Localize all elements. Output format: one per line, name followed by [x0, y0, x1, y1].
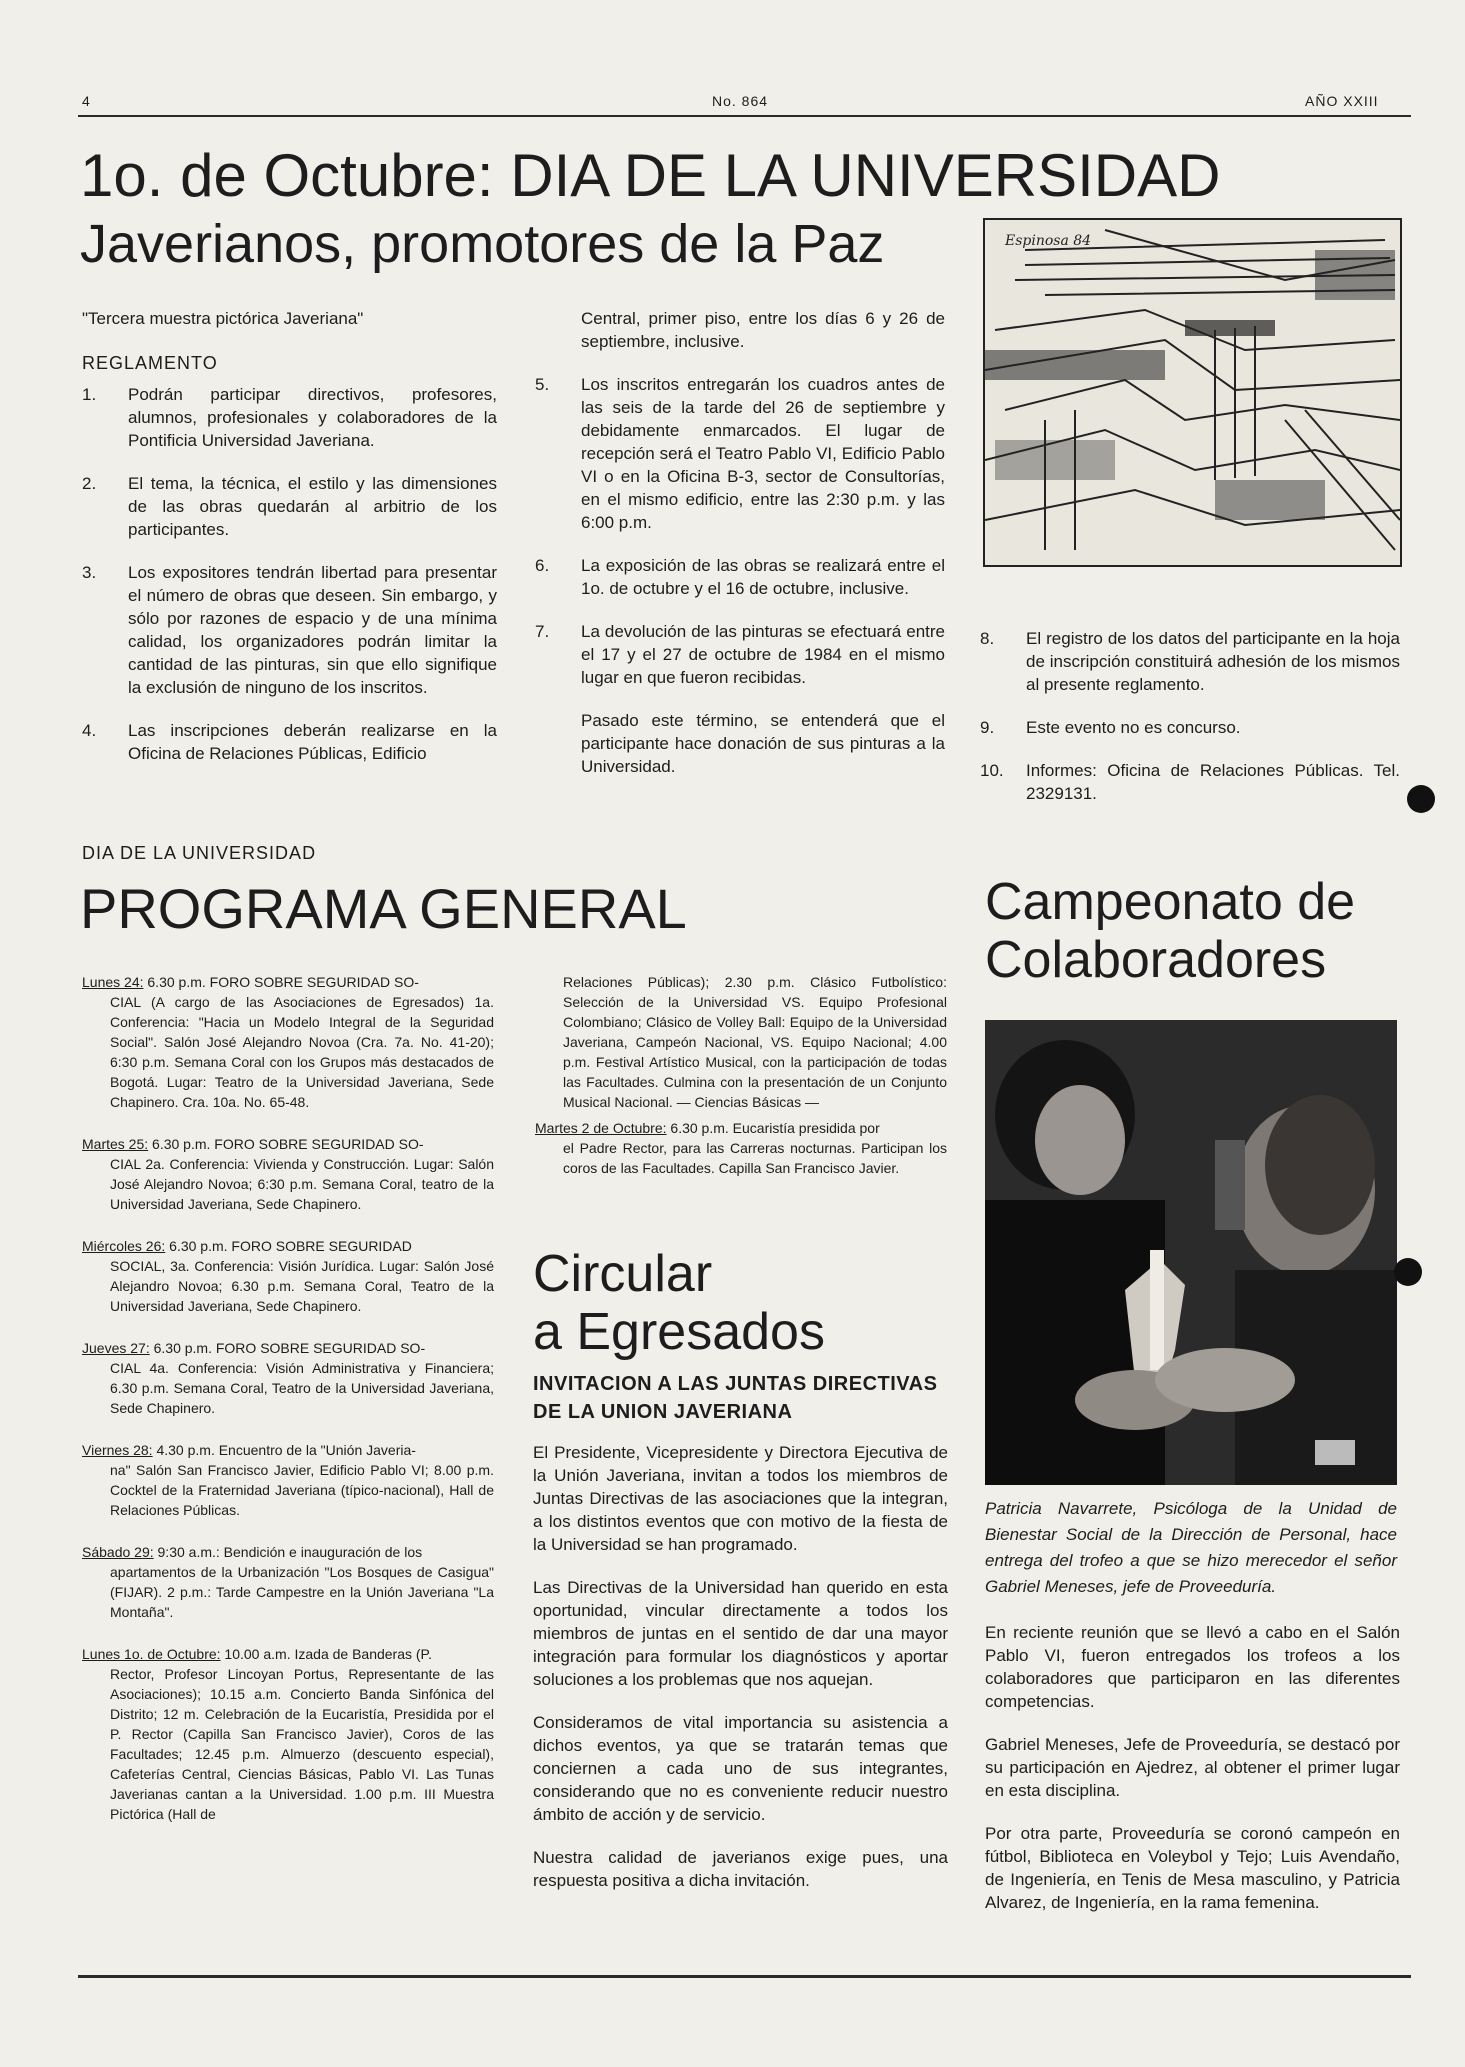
- program-title: PROGRAMA GENERAL: [80, 877, 687, 940]
- program-col-1: [82, 972, 494, 1846]
- exhibition-col-2: [535, 307, 945, 798]
- rule-number: 4.: [82, 721, 97, 740]
- rules-heading: REGLAMENTO: [82, 353, 218, 373]
- program-detail: CIAL 2a. Conferencia: Vivienda y Construcción. Lugar: Salón José Alejandro Novoa; 6:30 p.m. Semana Coral, teatro de la Universidad Javeriana, Sede Chapinero.: [110, 1156, 494, 1212]
- rule-item: [980, 716, 1400, 739]
- program-day: Viernes 28:: [82, 1442, 153, 1458]
- trophy-photo-image: [985, 1020, 1397, 1485]
- photo-caption: Patricia Navarrete, Psicóloga de la Unidad de Bienestar Social de la Dirección de Personal, hace entrega del trofeo a que se hizo merecedor el señor Gabriel Meneses, jefe de Proveeduría.: [985, 1499, 1397, 1596]
- program-entry: [82, 1134, 494, 1214]
- circular-title: Circular a Egresados: [533, 1245, 825, 1361]
- rule-item: [535, 554, 945, 600]
- program-first-line: 6.30 p.m. FORO SOBRE SEGURIDAD: [165, 1238, 412, 1254]
- circular-body: [533, 1441, 948, 1912]
- paragraph: Por otra parte, Proveeduría se coronó campeón en fútbol, Biblioteca en Voleybol y Tejo; Luis Avendaño, de Ingeniería, en Tenis de Mesa masculino, y Patricia Alvarez, de Ingeniería, en la rama femenina.: [985, 1824, 1400, 1912]
- rule-number: 10.: [980, 761, 1004, 780]
- sketch-drawing: [985, 220, 1400, 565]
- program-day: Martes 2 de Octubre:: [535, 1120, 667, 1136]
- program-day: Jueves 27:: [82, 1340, 150, 1356]
- sketch-signature: Espinosa 84: [1005, 233, 1092, 249]
- headline-date: 1o. de Octubre: DIA DE LA UNIVERSIDAD: [80, 142, 1221, 209]
- rules-list-2: [535, 373, 945, 689]
- rule-text: Los expositores tendrán libertad para presentar el número de obras que deseen. Sin embargo, y sólo por razones de espacio y de una mínima calidad, los organizadores podrán limitar la cantidad de las pinturas, sin que ello signifique la exclusión de ninguno de los inscritos.: [128, 563, 497, 697]
- trophy-photo: [985, 1020, 1397, 1485]
- program-day: Martes 25:: [82, 1136, 149, 1152]
- rule-number: 6.: [535, 556, 550, 575]
- rule-4-continued: Central, primer piso, entre los días 6 y 26 de septiembre, inclusive.: [581, 309, 945, 351]
- rules-closing: Pasado este término, se entenderá que el participante hace donación de sus pinturas a la Universidad.: [581, 711, 945, 776]
- rule-item: [535, 620, 945, 689]
- program-entry: [82, 1338, 494, 1418]
- year-label: AÑO XXIII: [1305, 93, 1379, 109]
- exhibition-col-1: [82, 307, 497, 785]
- rule-item: [980, 759, 1400, 805]
- paragraph: Las Directivas de la Universidad han querido en esta oportunidad, vincular directamente a todos los miembros de juntas en el sentido de dar una mayor integración para formular los diagnósticos y aportar soluciones a los problemas que nos aquejan.: [533, 1578, 948, 1689]
- rule-item: [82, 719, 497, 765]
- rule-item: [980, 627, 1400, 696]
- program-first-line: 4.30 p.m. Encuentro de la "Unión Javeria-: [152, 1442, 416, 1458]
- issue-number: No. 864: [712, 93, 769, 109]
- campeonato-title: Campeonato de Colaboradores: [985, 873, 1356, 989]
- rule-text: Podrán participar directivos, profesores, alumnos, profesionales y colaboradores de la Pontificia Universidad Javeriana.: [128, 385, 497, 450]
- program-entry: [82, 1644, 494, 1824]
- rule-text: La devolución de las pinturas se efectuará entre el 17 y el 27 de octubre de 1984 en el mismo lugar en que fueron recibidas.: [581, 622, 945, 687]
- rule-text: El tema, la técnica, el estilo y las dimensiones de las obras quedarán al arbitrio de los participantes.: [128, 474, 497, 539]
- rule-item: [535, 373, 945, 534]
- program-detail: CIAL 4a. Conferencia: Visión Administrativa y Financiera; 6.30 p.m. Semana Coral, Teatro de la Universidad Javeriana, Sede Chapinero.: [110, 1360, 494, 1416]
- headline-main: Javerianos, promotores de la Paz: [80, 214, 885, 274]
- header-rule: [78, 115, 1411, 117]
- rule-item: [82, 472, 497, 541]
- rule-item: [82, 561, 497, 699]
- paragraph: En reciente reunión que se llevó a cabo en el Salón Pablo VI, fueron entregados los trofeos a los colaboradores que participaron en las diferentes competencias.: [985, 1623, 1400, 1711]
- rule-number: 1.: [82, 385, 97, 404]
- rule-number: 3.: [82, 563, 97, 582]
- rule-text: El registro de los datos del participante en la hoja de inscripción constituirá adhesión de los mismos al presente reglamento.: [1026, 629, 1400, 694]
- sketch-illustration: [983, 218, 1402, 567]
- rule-number: 8.: [980, 629, 995, 648]
- program-entry-martes-2: Martes 2 de Octubre: 6.30 p.m. Eucaristía presidida por el Padre Rector, para las Carreras nocturnas. Participan los coros de las Facultades. Capilla San Francisco Javier.: [535, 1120, 947, 1176]
- program-kicker: DIA DE LA UNIVERSIDAD: [82, 843, 317, 863]
- rules-list-1: [82, 383, 497, 765]
- paragraph: El Presidente, Vicepresidente y Directora Ejecutiva de la Unión Javeriana, invitan a todos los miembros de Juntas Directivas de las asociaciones que la integran, a los distintos eventos que con motivo de la fiesta de la Universidad se han programado.: [533, 1443, 948, 1554]
- program-day: Lunes 24:: [82, 974, 144, 990]
- program-detail: na" Salón San Francisco Javier, Edificio Pablo VI; 8.00 p.m. Cocktel de la Fraternidad Javeriana (típico-nacional), Hall de Relaciones Públicas.: [110, 1462, 494, 1518]
- program-entry: [82, 1236, 494, 1316]
- paragraph: Gabriel Meneses, Jefe de Proveeduría, se destacó por su participación en Ajedrez, al obtener el primer lugar en esta disciplina.: [985, 1735, 1400, 1800]
- footer-rule: [78, 1975, 1411, 1978]
- paragraph: Consideramos de vital importancia su asistencia a dichos eventos, ya que se tratarán temas que conciernen a cada uno de sus integrantes, considerando que no es conveniente reducir nuestro ámbito de acción y de servicio.: [533, 1713, 948, 1824]
- program-detail: SOCIAL, 3a. Conferencia: Visión Jurídica. Lugar: Salón José Alejandro Novoa; 6.30 p.m. Semana Coral, Teatro de la Universidad Javeriana, Sede Chapinero.: [110, 1258, 494, 1314]
- punch-hole-bottom: [1394, 1258, 1422, 1286]
- rules-list-3: [980, 627, 1400, 825]
- program-detail: apartamentos de la Urbanización "Los Bosques de Casigua" (FIJAR). 2 p.m.: Tarde Campestre en la Unión Javeriana "La Montaña".: [110, 1564, 494, 1620]
- program-detail: CIAL (A cargo de las Asociaciones de Egresados) 1a. Conferencia: "Hacia un Modelo Integral de la Seguridad Social". Salón José Alejandro Novoa (Cra. 7a. No. 41-20); 6:30 p.m. Semana Coral con los Grupos más destacados de Bogotá. Lugar: Teatro de la Universidad Javeriana, Sede Chapinero. Cra. 10a. No. 65-48.: [110, 994, 494, 1110]
- program-continuation: Relaciones Públicas); 2.30 p.m. Clásico Futbolístico: Selección de la Universidad VS. Equipo Profesional Colombiano; Clásico de Volley Ball: Equipo de la Universidad Javeriana, Campeón Nacional, VS. Equipo Nacional; 4.00 p.m. Festival Artístico Musical, con la participación de todas las Facultades. Culmina con la presentación de un Conjunto Musical Nacional. — Ciencias Básicas —: [563, 974, 947, 1110]
- circular-subtitle: INVITACION A LAS JUNTAS DIRECTIVAS DE LA UNION JAVERIANA: [533, 1373, 938, 1423]
- rule-number: 7.: [535, 622, 550, 641]
- program-entry: [82, 972, 494, 1112]
- program-entry: [82, 1542, 494, 1622]
- rule-text: Los inscritos entregarán los cuadros antes de las seis de la tarde del 26 de septiembre y debidamente enmarcados. El lugar de recepción será el Teatro Pablo VI, Edificio Pablo VI o en la Oficina B-3, sector de Consultorías, en el mismo edificio, entre las 2:30 p.m. y las 6:00 p.m.: [581, 375, 945, 532]
- punch-hole-top: [1407, 785, 1435, 813]
- rule-text: Informes: Oficina de Relaciones Públicas. Tel. 2329131.: [1026, 761, 1400, 803]
- page-number: 4: [82, 93, 91, 109]
- rule-text: Las inscripciones deberán realizarse en la Oficina de Relaciones Públicas, Edificio: [128, 721, 497, 763]
- rule-text: Este evento no es concurso.: [1026, 718, 1241, 737]
- rule-number: 9.: [980, 718, 995, 737]
- program-first-line: 10.00 a.m. Izada de Banderas (P.: [220, 1646, 432, 1662]
- exhibition-subtitle: "Tercera muestra pictórica Javeriana": [82, 309, 364, 328]
- program-first-line: 9:30 a.m.: Bendición e inauguración de los: [153, 1544, 423, 1560]
- rule-text: La exposición de las obras se realizará entre el 1o. de octubre y el 16 de octubre, inclusive.: [581, 556, 945, 598]
- program-day: Sábado 29:: [82, 1544, 154, 1560]
- rule-number: 2.: [82, 474, 97, 493]
- rule-item: [82, 383, 497, 452]
- program-first-line: 6.30 p.m. FORO SOBRE SEGURIDAD SO-: [149, 1340, 426, 1356]
- program-entry: [82, 1440, 494, 1520]
- program-first-line: 6.30 p.m. FORO SOBRE SEGURIDAD SO-: [148, 1136, 424, 1152]
- program-detail: Rector, Profesor Lincoyan Portus, Representante de las Asociaciones); 10.15 a.m. Concierto Banda Sinfónica del Distrito; 12 m. Celebración de la Eucaristía, Presidida por el P. Rector (Capilla San Francisco Javier), Coros de las Facultades; 12.45 p.m. Almuerzo (descuento especial), Cafeterías Central, Ciencias Básicas, Pablo VI. Las Tunas Javerianas cantan a la Universidad. 1.00 p.m. III Muestra Pictórica (Hall de: [110, 1666, 494, 1822]
- program-first-line: 6.30 p.m. FORO SOBRE SEGURIDAD SO-: [143, 974, 419, 990]
- campeonato-body: [985, 1621, 1400, 1934]
- program-day: Lunes 1o. de Octubre:: [82, 1646, 221, 1662]
- program-col-2: [535, 972, 947, 1200]
- program-day: Miércoles 26:: [82, 1238, 166, 1254]
- rule-number: 5.: [535, 375, 550, 394]
- paragraph: Nuestra calidad de javerianos exige pues, una respuesta positiva a dicha invitación.: [533, 1848, 948, 1890]
